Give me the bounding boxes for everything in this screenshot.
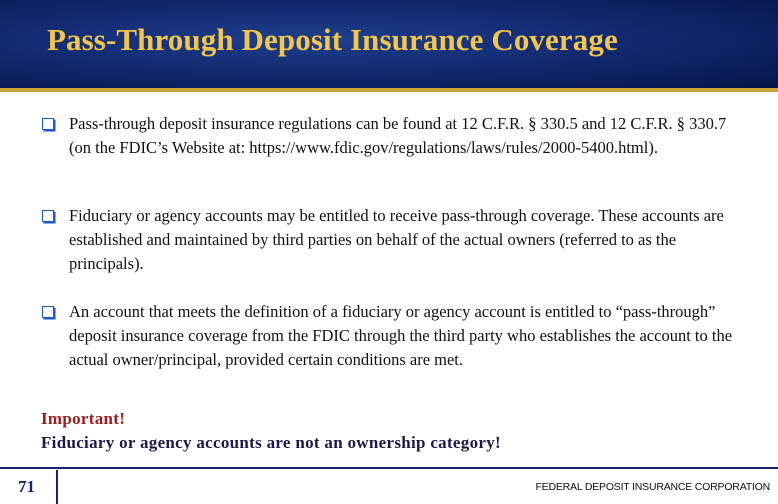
bullet-text: Pass-through deposit insurance regulations can be found at 12 C.F.R. § 330.5 and 12 C.F.R. § 330.7 (on the FDIC’s Website at: https://www.fdic.gov/regulations/laws/rules/2000-5400.html).	[69, 114, 727, 157]
bullet-text: An account that meets the definition of a fiduciary or agency account is entitled to “pass-through” deposit insurance coverage from the FDIC through the third party who establishes the account to the actual owner/principal, provided certain conditions are met.	[69, 302, 733, 369]
title-banner	[0, 0, 778, 88]
footer-divider	[0, 467, 778, 469]
bullet-item-fiduciary-accounts	[42, 204, 742, 276]
slide-title: Pass-Through Deposit Insurance Coverage	[47, 22, 618, 57]
important-label: Important!	[41, 409, 126, 428]
page-number: 71	[18, 477, 35, 496]
bullet-item-regulations	[42, 112, 742, 160]
title-underline	[0, 88, 778, 92]
checkbox-bullet-icon	[42, 210, 54, 222]
bullet-text: Fiduciary or agency accounts may be entitled to receive pass-through coverage. These accounts are established and maintained by third parties on behalf of the actual owners (referred to as the principals).	[69, 206, 724, 273]
bullet-item-pass-through-coverage	[42, 300, 742, 372]
important-note: Fiduciary or agency accounts are not an ownership category!	[41, 433, 501, 452]
checkbox-bullet-icon	[42, 306, 54, 318]
checkbox-bullet-icon	[42, 118, 54, 130]
organization-name: FEDERAL DEPOSIT INSURANCE CORPORATION	[535, 481, 770, 493]
